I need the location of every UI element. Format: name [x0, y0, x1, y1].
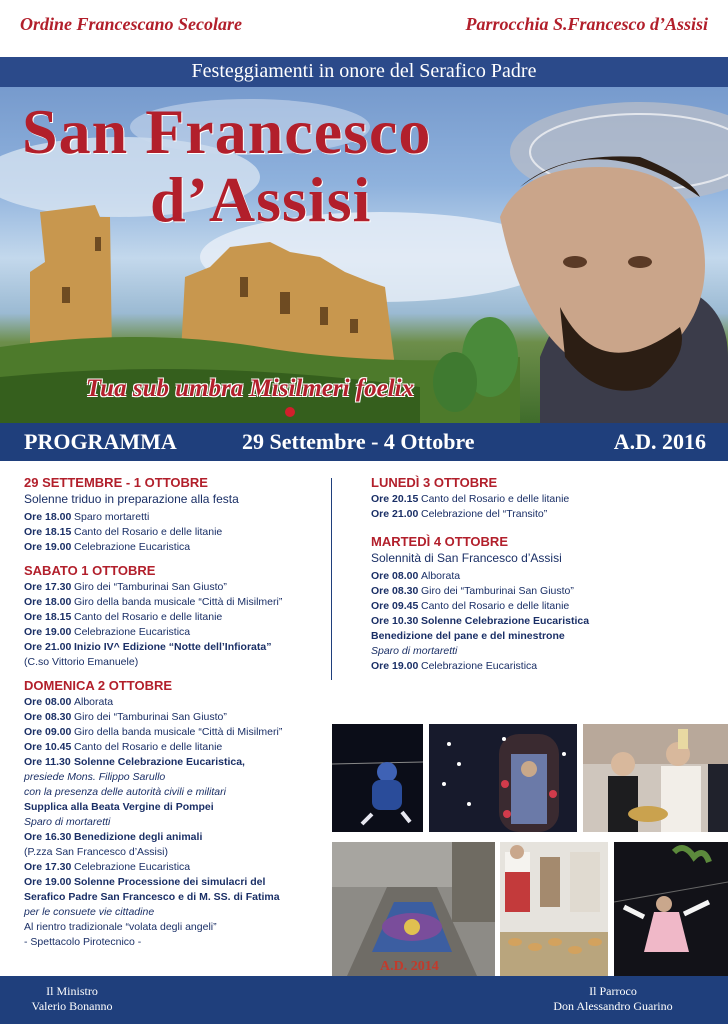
- event-text: Solenne Processione dei simulacri del: [74, 876, 266, 888]
- day-title: 29 SETTEMBRE - 1 OTTOBRE: [24, 475, 208, 490]
- event-text: Inizio IV^ Edizione “Notte dell’Infiorata”: [74, 641, 272, 653]
- photo-statue-night: [429, 724, 577, 832]
- event-row: [24, 875, 324, 890]
- event-note: per le consuete vie cittadine: [24, 906, 155, 918]
- footer: [0, 976, 728, 1024]
- event-time: Ore 21.00: [24, 641, 72, 653]
- event-row: [24, 710, 324, 725]
- event-text: Celebrazione del “Transito”: [421, 508, 548, 520]
- event-time: Ore 19.00: [24, 541, 72, 553]
- event-note: Sparo di mortaretti: [24, 816, 111, 828]
- event-text: Celebrazione Eucaristica: [74, 541, 191, 553]
- event-time: Ore 16.30: [24, 831, 72, 843]
- event-line: Al rientro tradizionale “volata degli angeli”: [24, 921, 217, 933]
- minister-role: Il Ministro: [46, 984, 98, 998]
- day-block: [371, 475, 721, 522]
- day-title: MARTEDÌ 4 OTTOBRE: [371, 534, 508, 549]
- event-row: [24, 830, 324, 845]
- event-row: [24, 525, 324, 540]
- event-text: Benedizione degli animali: [74, 831, 203, 843]
- event-text: Giro dei “Tamburinai San Giusto”: [74, 711, 227, 723]
- event-line: Supplica alla Beata Vergine di Pompei: [24, 801, 214, 813]
- event-row: [24, 595, 324, 610]
- event-line: Benedizione del pane e del minestrone: [371, 630, 565, 642]
- event-note: Sparo di mortaretti: [371, 645, 458, 657]
- event-row: [24, 640, 324, 655]
- event-row: [371, 614, 721, 629]
- day-block: [24, 475, 324, 555]
- event-text: Sparo mortaretti: [74, 511, 150, 523]
- event-row: [24, 725, 324, 740]
- infiorata-text: A.D. 2014: [380, 959, 439, 974]
- photo-infiorata: [332, 842, 495, 976]
- event-time: Ore 08.00: [371, 570, 419, 582]
- event-row: [24, 625, 324, 640]
- event-time: Ore 19.00: [24, 876, 72, 888]
- event-row: [24, 540, 324, 555]
- org-right: Parrocchia S.Francesco d’Assisi: [465, 14, 708, 34]
- minister-name: Valerio Bonanno: [31, 999, 113, 1013]
- event-row: [24, 740, 324, 755]
- footer-left: [22, 984, 122, 1014]
- event-text: Alborata: [74, 696, 114, 708]
- program-dates: 29 Settembre - 4 Ottobre: [242, 429, 475, 454]
- event-note: con la presenza delle autorità civili e militari: [24, 786, 226, 798]
- photo-angel-night: [614, 842, 728, 976]
- event-row: [24, 580, 324, 595]
- event-time: Ore 19.00: [24, 626, 72, 638]
- event-text: Celebrazione Eucaristica: [74, 626, 191, 638]
- event-text: Canto del Rosario e delle litanie: [74, 741, 223, 753]
- event-row: [371, 569, 721, 584]
- event-time: Ore 08.00: [24, 696, 72, 708]
- event-text: Celebrazione Eucaristica: [421, 660, 538, 672]
- event-text: Canto del Rosario e delle litanie: [74, 526, 223, 538]
- saint-statue: [500, 102, 728, 423]
- event-note: presiede Mons. Filippo Sarullo: [24, 771, 166, 783]
- day-block: [24, 563, 324, 670]
- event-note: (P.zza San Francesco d’Assisi): [24, 846, 168, 858]
- column-divider: [331, 478, 332, 680]
- right-column: [371, 475, 721, 682]
- event-text: Giro dei “Tamburinai San Giusto”: [74, 581, 227, 593]
- event-text: Solenne Celebrazione Eucaristica: [421, 615, 590, 627]
- event-time: Ore 19.00: [371, 660, 419, 672]
- day-block: [371, 534, 721, 674]
- left-column: [24, 475, 324, 958]
- event-time: Ore 10.30: [371, 615, 419, 627]
- event-time: Ore 18.00: [24, 511, 72, 523]
- title-line1: San Francesco: [22, 96, 432, 167]
- event-row: [371, 659, 721, 674]
- event-text: Canto del Rosario e delle litanie: [74, 611, 223, 623]
- parish-priest-name: Don Alessandro Guarino: [553, 999, 673, 1013]
- event-row: [371, 507, 721, 522]
- parish-priest-role: Il Parroco: [589, 984, 637, 998]
- event-time: Ore 09.00: [24, 726, 72, 738]
- event-time: Ore 18.15: [24, 611, 72, 623]
- header: [0, 0, 728, 57]
- day-title: DOMENICA 2 OTTOBRE: [24, 678, 173, 693]
- event-line: Serafico Padre San Francesco e di M. SS. di Fatima: [24, 891, 280, 903]
- event-note: (C.so Vittorio Emanuele): [24, 656, 139, 668]
- event-text: Solenne Celebrazione Eucaristica,: [74, 756, 245, 768]
- event-text: Giro dei “Tamburinai San Giusto”: [421, 585, 574, 597]
- event-text: Canto del Rosario e delle litanie: [421, 493, 570, 505]
- event-time: Ore 21.00: [371, 508, 419, 520]
- day-subtitle: Solenne triduo in preparazione alla festa: [24, 492, 239, 506]
- event-text: Giro della banda musicale “Città di Misilmeri”: [74, 596, 283, 608]
- event-text: Celebrazione Eucaristica: [74, 861, 191, 873]
- day-title: LUNEDÌ 3 OTTOBRE: [371, 475, 498, 490]
- banner: [0, 57, 728, 423]
- event-time: Ore 08.30: [24, 711, 72, 723]
- motto: Tua sub umbra Misilmeri foelix: [85, 375, 415, 402]
- event-text: Canto del Rosario e delle litanie: [421, 600, 570, 612]
- event-row: [24, 510, 324, 525]
- program-bar: [0, 423, 728, 461]
- event-row: [371, 599, 721, 614]
- event-time: Ore 11.30: [24, 756, 71, 768]
- event-time: Ore 18.00: [24, 596, 72, 608]
- photo-bread-blessing: [500, 842, 608, 976]
- org-left: Ordine Francescano Secolare: [20, 14, 242, 34]
- event-row: [24, 695, 324, 710]
- day-title: SABATO 1 OTTOBRE: [24, 563, 156, 578]
- program-year: A.D. 2016: [613, 429, 706, 454]
- day-subtitle: Solennità di San Francesco d’Assisi: [371, 551, 562, 565]
- program-label: PROGRAMMA: [24, 429, 177, 454]
- event-time: Ore 08.30: [371, 585, 419, 597]
- event-time: Ore 09.45: [371, 600, 419, 612]
- photo-blessing: [583, 724, 728, 832]
- title-line2: d’Assisi: [150, 164, 372, 235]
- festivities-subtitle: Festeggiamenti in onore del Serafico Padre: [191, 60, 537, 82]
- event-time: Ore 10.45: [24, 741, 72, 753]
- day-block: [24, 678, 324, 950]
- event-line: - Spettacolo Pirotecnico -: [24, 936, 142, 948]
- event-row: [371, 492, 721, 507]
- photo-angel-flight: [332, 724, 423, 832]
- event-text: Alborata: [421, 570, 461, 582]
- event-text: Giro della banda musicale “Città di Misilmeri”: [74, 726, 283, 738]
- event-row: [24, 610, 324, 625]
- event-time: Ore 17.30: [24, 581, 72, 593]
- footer-right: [528, 984, 698, 1014]
- event-time: Ore 20.15: [371, 493, 419, 505]
- event-row: [24, 755, 324, 770]
- event-row: [371, 584, 721, 599]
- event-time: Ore 18.15: [24, 526, 72, 538]
- event-time: Ore 17.30: [24, 861, 72, 873]
- event-row: [24, 860, 324, 875]
